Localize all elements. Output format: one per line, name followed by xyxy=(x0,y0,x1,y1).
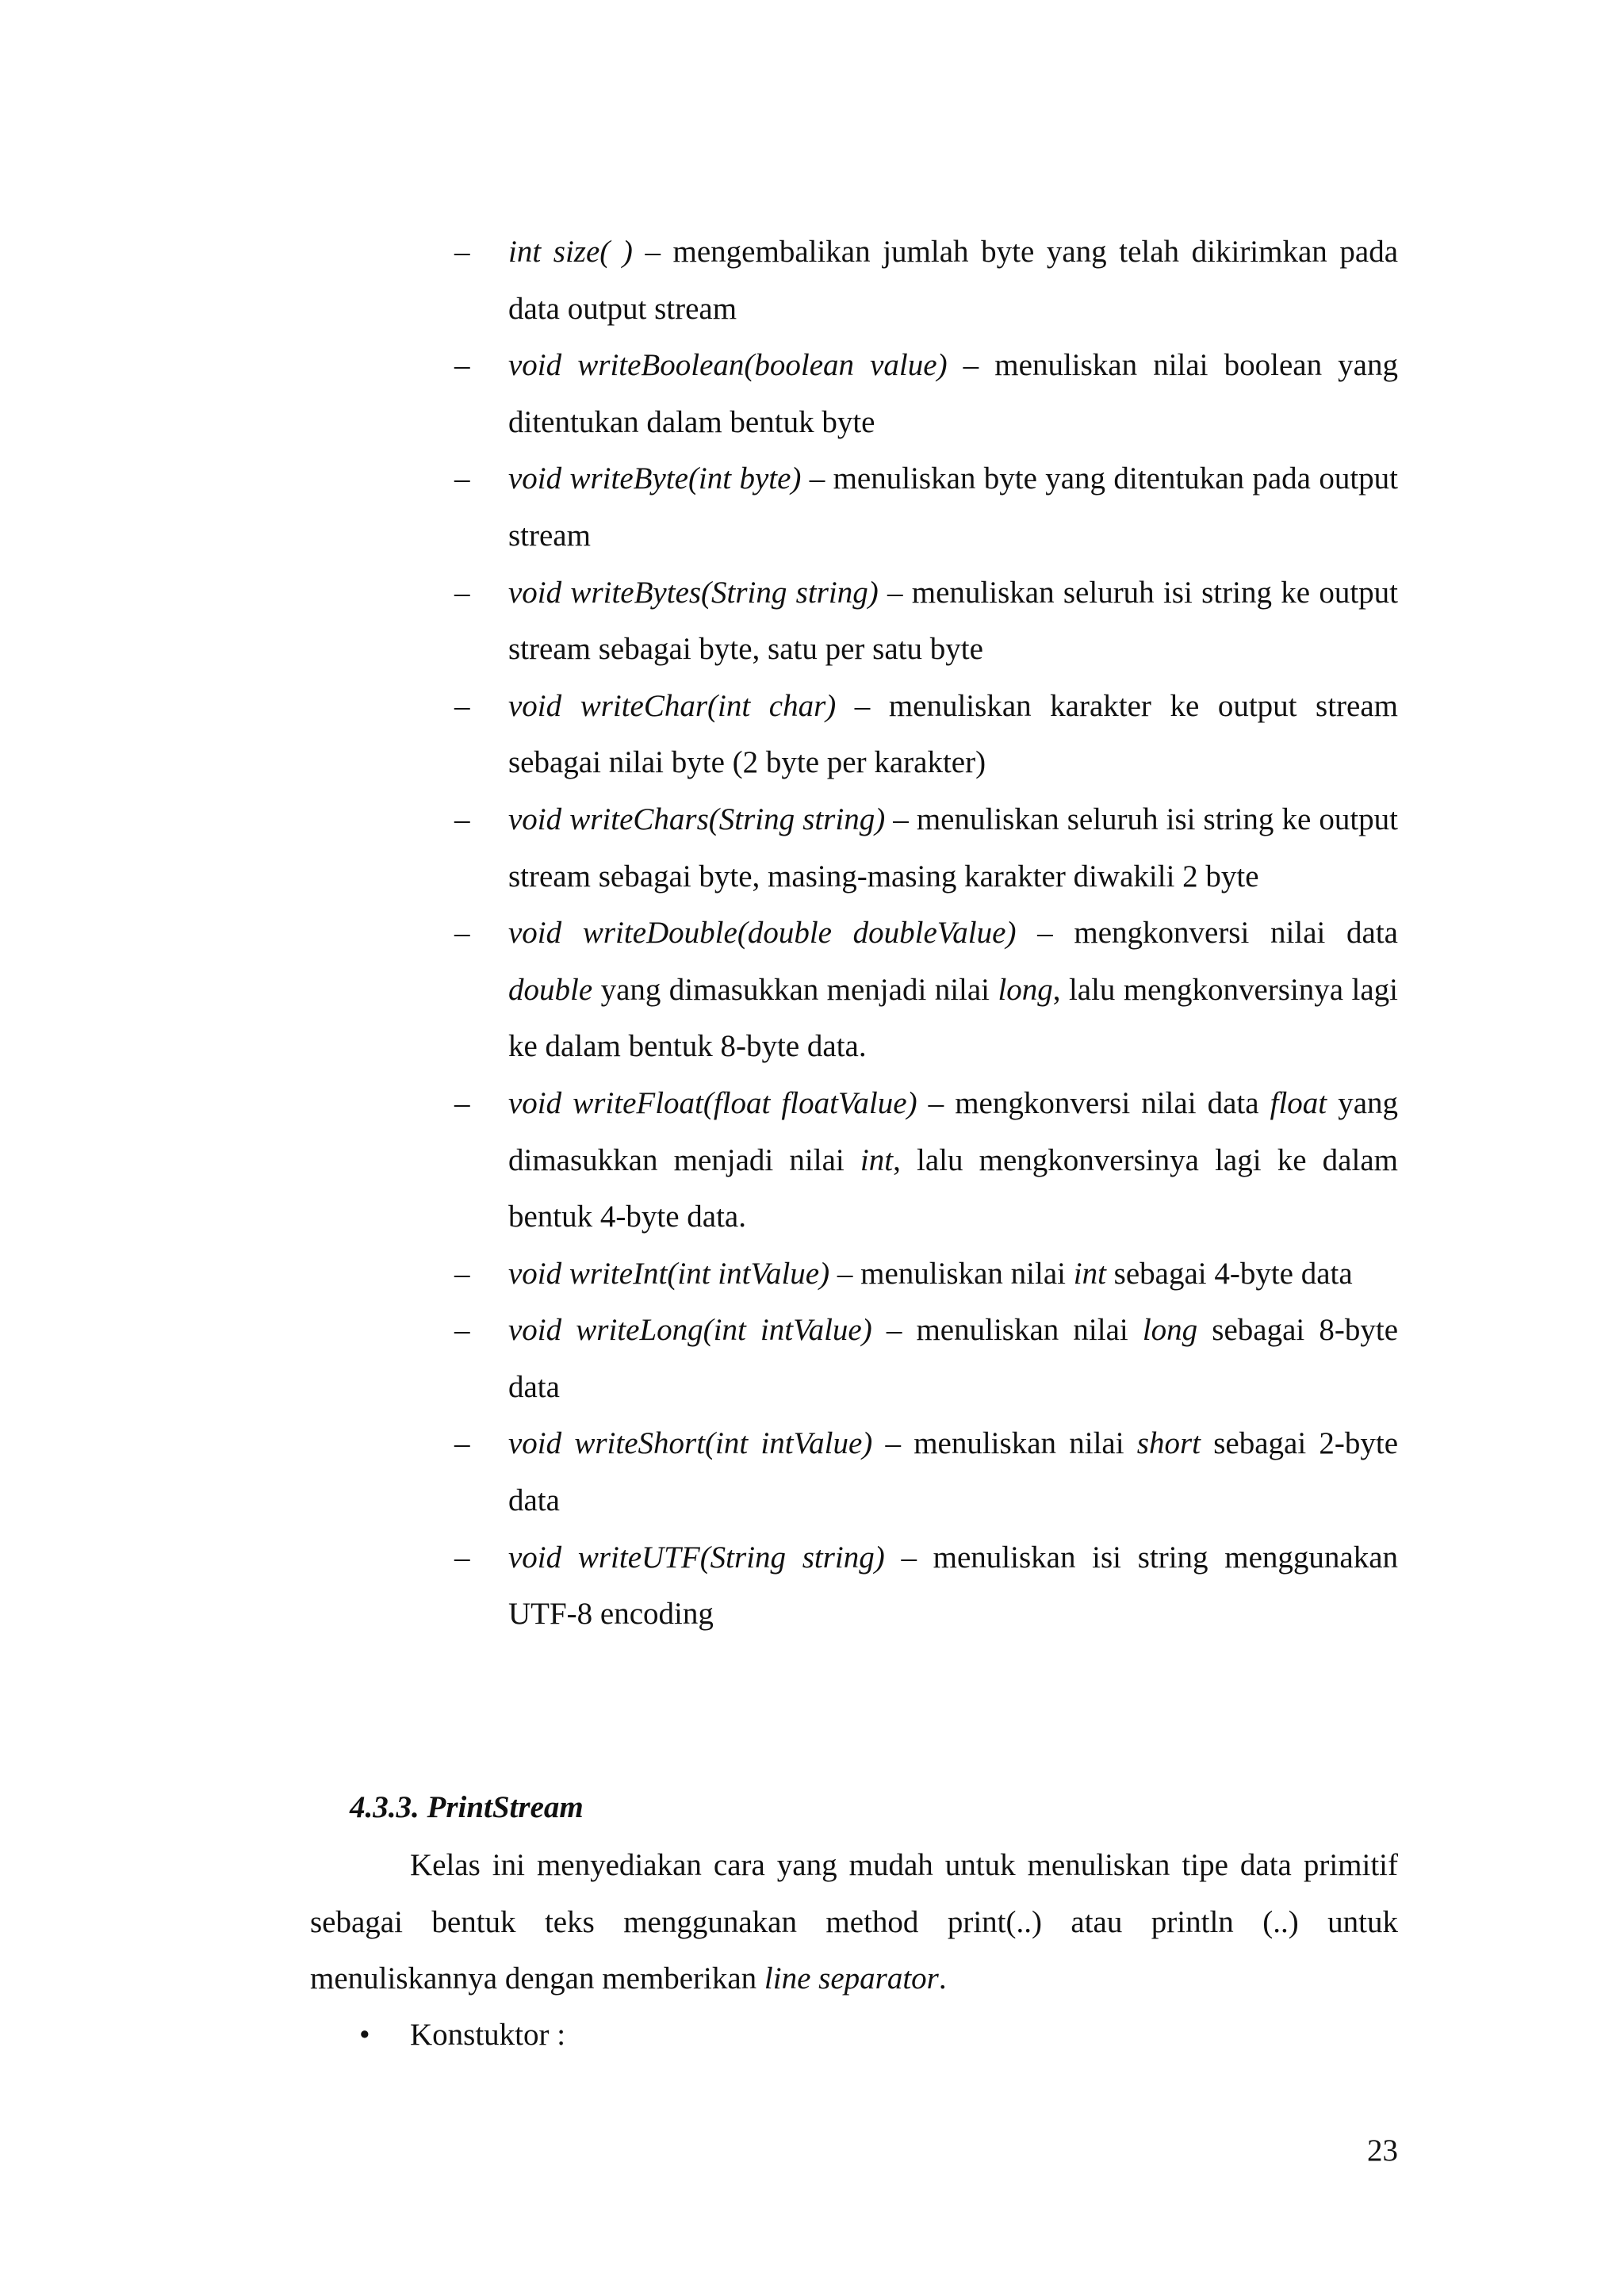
description-text: sebagai 2-byte data xyxy=(508,1426,1399,1518)
description-text: yang dimasukkan menjadi nilai xyxy=(592,972,998,1007)
description-text: sebagai 8-byte data xyxy=(508,1313,1399,1404)
description-text: , lalu mengkonversinya lagi ke dalam bentuk 8-byte data. xyxy=(508,972,1398,1064)
paragraph-text: Kelas ini menyediakan cara yang mudah untuk menuliskan tipe data primitif sebagai bentuk teks menggunakan method print(..) atau println (..) untuk menuliskannya dengan memberikan xyxy=(310,1848,1398,1996)
method-signature: void writeDouble(double doubleValue) xyxy=(508,916,1017,951)
method-description: menuliskan seluruh isi string ke output stream sebagai byte, masing-masing karakter diwakili 2 byte xyxy=(508,802,1398,894)
description-text: , lalu mengkonversinya lagi ke dalam bentuk 4-byte data. xyxy=(508,1142,1398,1234)
description-text: sebagai 4-byte data xyxy=(1105,1256,1353,1291)
separator: – xyxy=(1016,916,1074,951)
description-text: mengkonversi nilai data xyxy=(1074,916,1398,951)
method-signature: void writeShort(int intValue) xyxy=(508,1426,873,1461)
method-signature: void writeFloat(float floatValue) xyxy=(508,1085,917,1120)
separator: – xyxy=(947,348,995,383)
dash-bullet: – xyxy=(454,348,470,383)
separator: – xyxy=(917,1085,956,1120)
type-term: long xyxy=(998,972,1053,1007)
dash-bullet: – xyxy=(454,1540,470,1575)
method-item-writechars xyxy=(454,791,1398,905)
method-signature: void writeInt(int intValue) xyxy=(508,1256,830,1291)
type-term: int xyxy=(1073,1256,1106,1291)
section-paragraph xyxy=(310,1837,1398,2007)
dash-bullet: – xyxy=(454,575,470,610)
dash-bullet: – xyxy=(454,461,470,496)
description-text: menuliskan nilai xyxy=(916,1313,1143,1348)
italic-term: line separator xyxy=(764,1961,939,1996)
method-item-writechar xyxy=(454,678,1398,791)
method-item-writefloat xyxy=(454,1075,1398,1246)
separator: – xyxy=(871,1313,917,1348)
method-item-writedouble xyxy=(454,905,1398,1075)
method-item-writebyte xyxy=(454,450,1398,564)
method-signature: void writeByte(int byte) xyxy=(508,461,802,496)
method-signature: void writeUTF(String string) xyxy=(508,1540,885,1575)
paragraph-text: . xyxy=(938,1961,947,1996)
description-text: mengkonversi nilai data xyxy=(955,1085,1270,1120)
separator: – xyxy=(885,802,917,836)
description-text: menuliskan nilai xyxy=(914,1426,1137,1461)
bullet-item-konstruktor xyxy=(359,2007,565,2064)
type-term: float xyxy=(1270,1085,1327,1120)
separator: – xyxy=(878,575,912,610)
method-description: menuliskan isi string menggunakan UTF-8 encoding xyxy=(508,1540,1399,1632)
type-term: long xyxy=(1142,1313,1198,1348)
method-item-size xyxy=(454,224,1398,337)
method-item-writeutf xyxy=(454,1529,1398,1643)
method-signature: void writeBoolean(boolean value) xyxy=(508,348,948,383)
dash-bullet: – xyxy=(454,802,470,836)
method-signature: void writeBytes(String string) xyxy=(508,575,879,610)
method-description: mengembalikan jumlah byte yang telah dikirimkan pada data output stream xyxy=(508,235,1398,326)
description-text: yang dimasukkan menjadi nilai xyxy=(508,1085,1399,1177)
method-item-writeshort xyxy=(454,1415,1398,1529)
method-signature: void writeChar(int char) xyxy=(508,688,837,723)
method-description: menuliskan seluruh isi string ke output stream sebagai byte, satu per satu byte xyxy=(508,575,1399,667)
separator: – xyxy=(801,461,833,496)
method-item-writelong xyxy=(454,1302,1398,1415)
method-signature: int size( ) xyxy=(508,235,633,269)
method-item-writeint xyxy=(454,1246,1398,1303)
dash-bullet: – xyxy=(454,916,470,951)
method-item-writebytes xyxy=(454,564,1398,678)
type-term: short xyxy=(1136,1426,1201,1461)
method-signature: void writeLong(int intValue) xyxy=(508,1313,872,1348)
method-description: menuliskan karakter ke output stream sebagai nilai byte (2 byte per karakter) xyxy=(508,688,1398,780)
separator: – xyxy=(872,1426,914,1461)
bullet-text: Konstuktor : xyxy=(410,2018,566,2052)
description-text: menuliskan nilai xyxy=(860,1256,1074,1291)
method-description: menuliskan byte yang ditentukan pada output stream xyxy=(508,461,1398,553)
dash-bullet: – xyxy=(454,1085,470,1120)
type-term: int xyxy=(860,1142,894,1177)
dash-bullet: – xyxy=(454,1426,470,1461)
dash-bullet: – xyxy=(454,1256,470,1291)
separator: – xyxy=(632,235,673,269)
separator: – xyxy=(829,1256,861,1291)
section-heading: 4.3.3. PrintStream xyxy=(350,1790,584,1824)
type-term: double xyxy=(508,972,593,1007)
separator: – xyxy=(836,688,889,723)
bullet-dot: • xyxy=(359,2018,370,2052)
dash-bullet: – xyxy=(454,235,470,269)
method-list xyxy=(454,224,1398,1643)
page-number: 23 xyxy=(1367,2133,1398,2168)
method-signature: void writeChars(String string) xyxy=(508,802,886,836)
dash-bullet: – xyxy=(454,688,470,723)
method-description: menuliskan nilai boolean yang ditentukan dalam bentuk byte xyxy=(508,348,1398,439)
method-item-writeboolean xyxy=(454,337,1398,450)
dash-bullet: – xyxy=(454,1313,470,1348)
separator: – xyxy=(884,1540,933,1575)
